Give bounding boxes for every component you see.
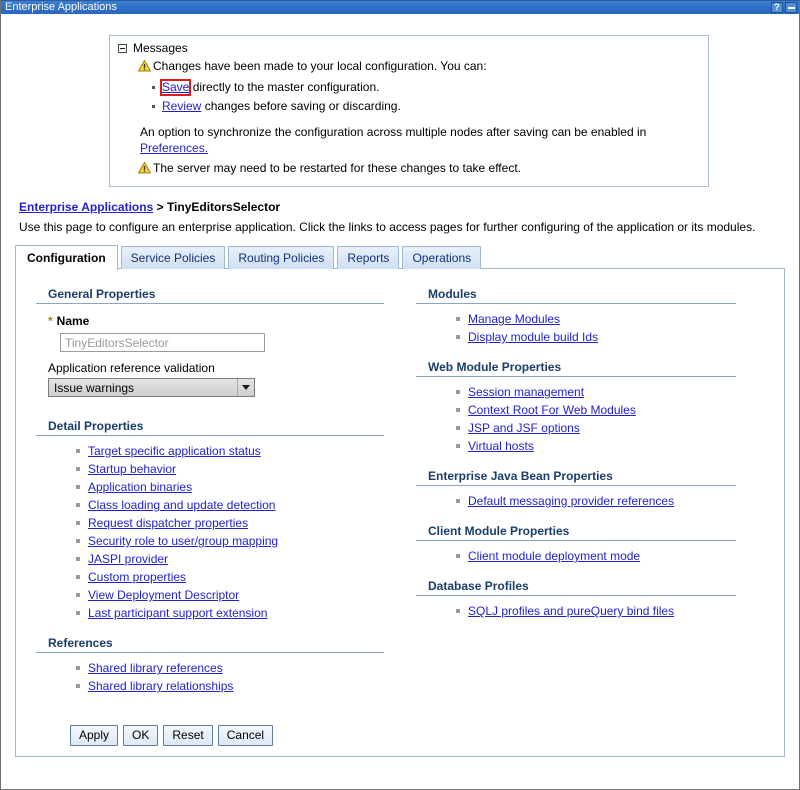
list-item: [456, 383, 776, 401]
list-item: [456, 547, 776, 565]
list-item: [456, 401, 776, 419]
list-item: [76, 568, 406, 586]
link-request-dispatcher-properties[interactable]: Request dispatcher properties: [88, 516, 249, 530]
name-label-text: Name: [56, 314, 90, 328]
messages-region: [109, 35, 709, 187]
link-class-loading-and-update-detection[interactable]: Class loading and update detection: [88, 498, 276, 512]
web-module-properties-heading: Web Module Properties: [416, 360, 736, 377]
general-properties-heading: General Properties: [36, 287, 384, 304]
list-item: [76, 677, 406, 695]
list-item: [152, 97, 700, 116]
link-session-management[interactable]: Session management: [468, 385, 585, 399]
list-item: [76, 496, 406, 514]
window-title: Enterprise Applications: [5, 1, 117, 13]
link-default-messaging-provider-references[interactable]: Default messaging provider references: [468, 494, 675, 508]
link-virtual-hosts[interactable]: Virtual hosts: [468, 439, 534, 453]
tab-bar: [15, 244, 799, 269]
link-view-deployment-descriptor[interactable]: View Deployment Descriptor: [88, 588, 240, 602]
list-item: [152, 78, 700, 97]
list-item: [456, 328, 776, 346]
name-input[interactable]: [60, 333, 265, 352]
cancel-button[interactable]: Cancel: [218, 725, 273, 746]
link-application-binaries[interactable]: Application binaries: [88, 480, 193, 494]
validation-selected-value: Issue warnings: [54, 380, 135, 395]
list-item: [76, 460, 406, 478]
list-item: [76, 586, 406, 604]
save-link[interactable]: Save: [162, 80, 190, 94]
sync-paragraph: [138, 124, 700, 156]
detail-properties-heading: Detail Properties: [36, 419, 384, 436]
collapse-minus-icon[interactable]: [118, 44, 127, 53]
review-link[interactable]: Review: [162, 99, 202, 113]
help-icon[interactable]: ?: [771, 2, 783, 13]
list-item: [76, 442, 406, 460]
link-jaspi-provider[interactable]: JASPI provider: [88, 552, 169, 566]
link-custom-properties[interactable]: Custom properties: [88, 570, 187, 584]
right-column: [406, 287, 776, 746]
list-item: [76, 478, 406, 496]
tab-routing-policies[interactable]: Routing Policies: [228, 246, 334, 269]
breadcrumb: [19, 200, 799, 214]
link-display-module-build-ids[interactable]: Display module build Ids: [468, 330, 599, 344]
list-item: [456, 437, 776, 455]
list-item: [76, 514, 406, 532]
link-startup-behavior[interactable]: Startup behavior: [88, 462, 177, 476]
tab-configuration[interactable]: Configuration: [15, 245, 118, 270]
breadcrumb-current: TinyEditorsSelector: [166, 200, 281, 214]
database-profiles-list: [416, 602, 776, 620]
messages-action-list: [138, 78, 700, 116]
link-security-role-to-user-group-mapping[interactable]: Security role to user/group mapping: [88, 534, 279, 548]
page-description: Use this page to configure an enterprise application. Click the links to access pages for further configuring of the application or its modules.: [19, 220, 756, 234]
modules-list: [416, 310, 776, 346]
messages-title: Messages: [133, 41, 188, 55]
detail-properties-list: [36, 442, 406, 622]
link-last-participant-support-extension[interactable]: Last participant support extension: [88, 606, 268, 620]
list-item: [456, 602, 776, 620]
name-label: [48, 314, 406, 328]
save-line-rest: directly to the master configuration.: [189, 80, 380, 94]
reset-button[interactable]: Reset: [163, 725, 212, 746]
references-heading: References: [36, 636, 384, 653]
tab-operations[interactable]: Operations: [402, 246, 481, 269]
configuration-panel: [15, 268, 785, 757]
tab-reports[interactable]: Reports: [337, 246, 399, 269]
list-item: [76, 532, 406, 550]
web-module-properties-list: [416, 383, 776, 455]
window-titlebar: [1, 0, 799, 14]
ejb-properties-heading: Enterprise Java Bean Properties: [416, 469, 736, 486]
application-reference-validation-select[interactable]: [48, 378, 255, 397]
messages-warning-line: [138, 58, 700, 76]
link-manage-modules[interactable]: Manage Modules: [468, 312, 561, 326]
messages-header: [118, 41, 700, 55]
link-shared-library-references[interactable]: Shared library references: [88, 661, 223, 675]
window-client-area: [1, 15, 799, 789]
form-button-bar: [70, 725, 406, 746]
tab-service-policies[interactable]: Service Policies: [121, 246, 226, 269]
minimize-icon[interactable]: [785, 2, 797, 13]
client-module-properties-list: [416, 547, 776, 565]
two-column-layout: [16, 287, 784, 746]
list-item: [76, 604, 406, 622]
messages-body: [118, 58, 700, 178]
ejb-properties-list: [416, 492, 776, 510]
database-profiles-heading: Database Profiles: [416, 579, 736, 596]
client-module-properties-heading: Client Module Properties: [416, 524, 736, 541]
list-item: [76, 659, 406, 677]
breadcrumb-root-link[interactable]: Enterprise Applications: [19, 200, 154, 214]
references-list: [36, 659, 406, 695]
left-column: [16, 287, 406, 746]
restart-warning-text: The server may need to be restarted for these changes to take effect.: [153, 161, 521, 175]
link-shared-library-relationships[interactable]: Shared library relationships: [88, 679, 234, 693]
list-item: [456, 492, 776, 510]
link-target-specific-application-status[interactable]: Target specific application status: [88, 444, 261, 458]
link-context-root-for-web-modules[interactable]: Context Root For Web Modules: [468, 403, 636, 417]
save-link-highlight: [162, 81, 189, 94]
sync-text: An option to synchronize the configuration across multiple nodes after saving can be enabled in: [140, 125, 647, 139]
modules-heading: Modules: [416, 287, 736, 304]
validation-label: Application reference validation: [48, 361, 215, 375]
required-asterisk-icon: *: [48, 314, 53, 328]
warning-triangle-icon: [138, 60, 151, 76]
breadcrumb-separator: >: [153, 200, 167, 214]
list-item: [76, 550, 406, 568]
messages-warning-text: Changes have been made to your local configuration. You can:: [153, 59, 487, 73]
review-line-rest: changes before saving or discarding.: [201, 99, 401, 113]
list-item: [456, 419, 776, 437]
restart-warning-line: [138, 160, 700, 178]
ok-button[interactable]: OK: [123, 725, 158, 746]
preferences-link[interactable]: Preferences.: [140, 141, 209, 155]
link-sqlj-profiles-and-purequery-bind-files[interactable]: SQLJ profiles and pureQuery bind files: [468, 604, 675, 618]
link-jsp-and-jsf-options[interactable]: JSP and JSF options: [468, 421, 580, 435]
window-controls: [771, 2, 797, 13]
chevron-down-icon: [237, 379, 254, 396]
apply-button[interactable]: Apply: [70, 725, 118, 746]
warning-triangle-icon: [138, 162, 151, 178]
messages-panel: [109, 35, 709, 187]
list-item: [456, 310, 776, 328]
name-field-block: [36, 314, 406, 352]
link-client-module-deployment-mode[interactable]: Client module deployment mode: [468, 549, 641, 563]
